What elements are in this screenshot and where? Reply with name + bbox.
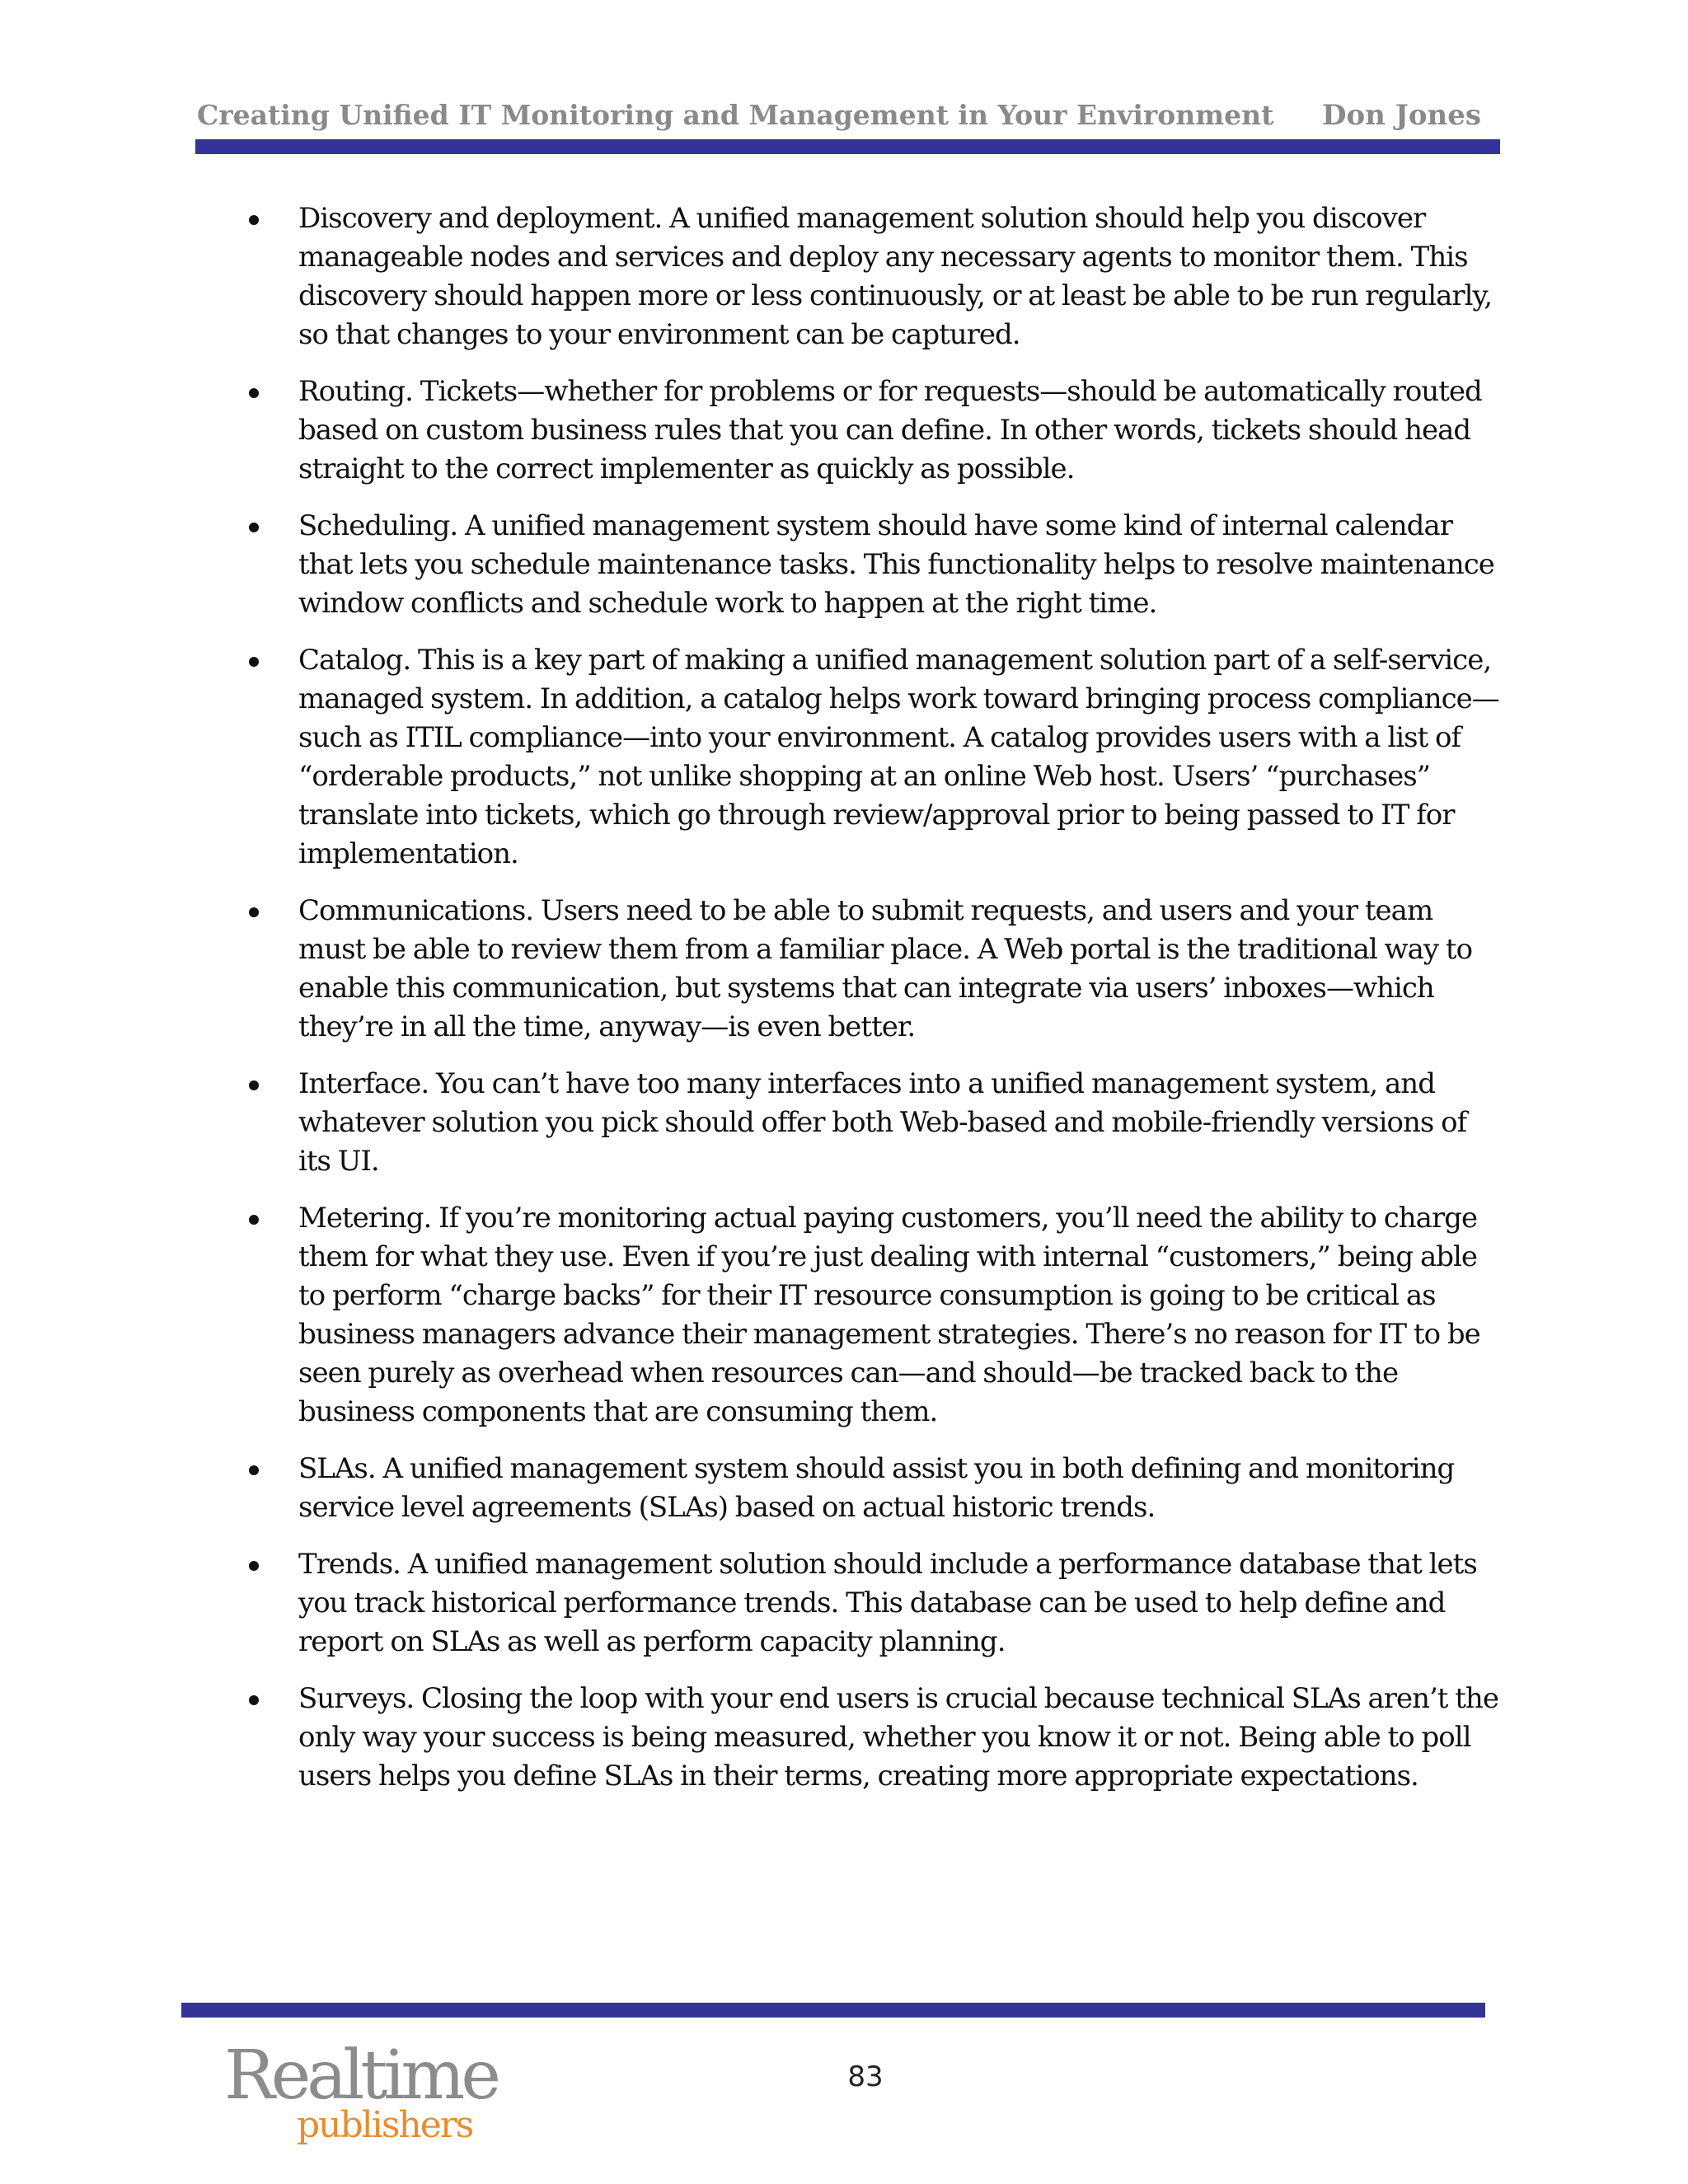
bullet-icon — [249, 1080, 259, 1090]
footer-rule — [181, 2003, 1485, 2018]
bullet-icon — [249, 388, 259, 398]
list-item — [247, 641, 1500, 874]
page-number: 83 — [847, 2060, 884, 2093]
bullet-icon — [249, 1215, 259, 1225]
list-item — [247, 1680, 1500, 1796]
list-item-text: Communications. Users need to be able to submit requests, and users and your team must be able to review them from a familiar place. A Web portal is the traditional way to enable this communication, but systems that can integrate via users’ inboxes—which they’re in all the time, anyway—is even better. — [298, 894, 1473, 1043]
list-item — [247, 1065, 1500, 1181]
list-item-text: Interface. You can’t have too many interfaces into a unified management system, and whatever solution you pick should offer both Web-based and mobile-friendly versions of its UI. — [298, 1067, 1467, 1178]
header-rule — [195, 139, 1500, 154]
bullet-icon — [249, 1561, 259, 1571]
bullet-icon — [249, 1695, 259, 1705]
logo-text-publishers: publishers — [297, 2104, 473, 2146]
list-item — [247, 1545, 1500, 1661]
bullet-icon — [249, 907, 259, 917]
publisher-logo — [224, 2036, 497, 2158]
bullet-icon — [249, 657, 259, 667]
page-header — [195, 99, 1489, 135]
bullet-icon — [249, 215, 259, 225]
logo-text-realtime: Realtime — [224, 2036, 497, 2115]
author-name: Don Jones — [1322, 99, 1481, 132]
list-item-text: Metering. If you’re monitoring actual paying customers, you’ll need the ability to charge them for what they use. Even if you’re just dealing with internal “customers,” being able to perform “charge backs” for their IT resource consumption is going to be critical as business managers advance their management strategies. There’s no reason for IT to be seen purely as overhead when resources can—and should—be tracked back to the business components that are consuming them. — [298, 1202, 1480, 1428]
list-item-text: Surveys. Closing the loop with your end users is crucial because technical SLAs aren’t the only way your success is being measured, whether you know it or not. Being able to poll users helps you define SLAs in their terms, creating more appropriate expectations. — [298, 1682, 1498, 1793]
list-item-text: Routing. Tickets—whether for problems or for requests—should be automatically routed based on custom business rules that you can define. In other words, tickets should head straight to the correct implementer as quickly as possible. — [298, 375, 1482, 485]
list-item — [247, 199, 1500, 354]
list-item-text: Catalog. This is a key part of making a unified management solution part of a self-service, managed system. In addition, a catalog helps work toward bringing process compliance—such as ITIL compliance—into your environment. A catalog provides users with a list of “orderable products,” not unlike shopping at an online Web host. Users’ “purchases” translate into tickets, which go through review/approval prior to being passed to IT for implementation. — [298, 644, 1499, 870]
document-title: Creating Unified IT Monitoring and Management in Your Environment — [197, 99, 1274, 131]
bullet-list — [247, 199, 1500, 1814]
list-item-text: Discovery and deployment. A unified management solution should help you discover manageable nodes and services and deploy any necessary agents to monitor them. This discovery should happen more or less continuously, or at least be able to be run regularly, so that changes to your environment can be captured. — [298, 202, 1493, 351]
bullet-icon — [249, 523, 259, 532]
list-item-text: SLAs. A unified management system should assist you in both defining and monitoring service level agreements (SLAs) based on actual historic trends. — [298, 1452, 1455, 1524]
list-item-text: Scheduling. A unified management system should have some kind of internal calendar that lets you schedule maintenance tasks. This functionality helps to resolve maintenance window conflicts and schedule work to happen at the right time. — [298, 509, 1494, 620]
list-item — [247, 373, 1500, 489]
list-item-text: Trends. A unified management solution should include a performance database that lets you track historical performance trends. This database can be used to help define and report on SLAs as well as perform capacity planning. — [298, 1548, 1477, 1658]
list-item — [247, 1450, 1500, 1527]
list-item — [247, 507, 1500, 623]
bullet-icon — [249, 1465, 259, 1475]
list-item — [247, 892, 1500, 1047]
list-item — [247, 1199, 1500, 1432]
